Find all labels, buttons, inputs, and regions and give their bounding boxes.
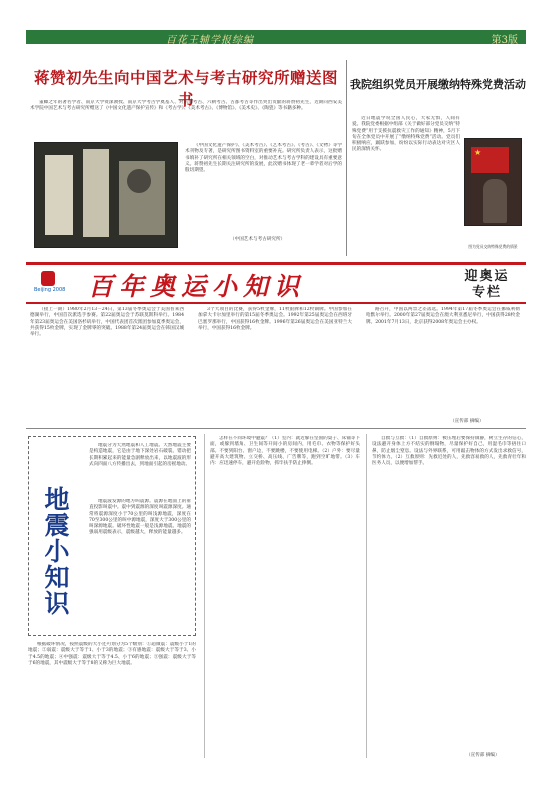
column-divider [204,434,205,758]
olympic-text-col1: （接上一期）1980年2月13－24日，第13届冬季奥运会于美国普莱西德湖举行，中国首次派选手参赛。第22届奥运会于苏联莫斯科举行。1984年第23届奥运会在美国洛杉矶举行，中国代表团首次派团参加夏季奥运会，共获得15枚金牌，实现了金牌零的突破。1988年第24届奥运会在韩国汉城举行。 [30,307,184,338]
olympic-text-col2: 3个大项目的比赛，获得5枚金牌，11枚银牌和12枚铜牌。中国参加在加拿大卡尔加里举行的第15届冬季奥运会。1992年第25届奥运会在西班牙巴塞罗那举行，中国获得16枚金牌。1996年第26届奥运会在美国亚特兰大举行，中国获得16枚金牌。 [198,307,352,331]
olympic-column-tag [462,269,512,301]
earthquake-source: （宣传部 摘编） [466,753,500,758]
earthquake-box-text: 地震波发源的地方叫震源。震源在地面上的垂直投影叫震中。震中到震源的深度叫震源深度。通常将震源深度小于70公里的叫浅源地震，深度在70至300公里的叫中源地震，深度大于300公里的叫深源地震。破坏性地震一般是浅源地震。地震的强弱用震级表示，震级越大，释放的能量越多。 [89,499,191,536]
person-shape [483,179,507,223]
column-divider [366,434,367,758]
earthquake-rescue-text: 自救与互救：（1）自救原则：被压埋后要保持镇静，树立生存的信心，设法避开身体上方不结实的倒塌物，尽量保护好自己，用湿毛巾等捂住口鼻，防止烟尘窒息。设法与外界联系，可用敲击物体的方式发出求救信号，节约体力。（2）互救原则：先救近处的人，先救容易救的人，先救青壮年和医务人员，以便增加帮手。 [372,436,526,467]
portrait-shape [127,169,151,193]
earthquake-intro: 地震分为天然地震和人工地震。天然地震主要是构造地震，它是由于地下深处岩石破裂、错动把长期积累起来的能量急剧释放出来，以地震波的形式向四面八方传播出去，到地面引起的房摇地动。 [89,443,191,467]
banner-title: 百花王辅学报综编 [166,35,254,46]
book-donation-photo [34,142,178,248]
column-divider [346,60,347,256]
olympic-text-col3: 路召开，中国以两票之差落选。1994年第17届冬季奥运会在挪威利勒哈默尔举行。2000年第27届奥运会在澳大利亚悉尼举行，中国获得28枚金牌。2001年7月13日，北京获得2008年奥运会主办权。 [366,307,520,325]
article2-headline: 我院组织党员开展缴纳特殊党费活动 [350,78,526,91]
earthquake-knowledge-box [28,436,196,636]
page-banner [26,30,526,44]
olympic-column-title: 百年奥运小知识 [88,272,306,301]
olympic-source: （宣传部 摘编） [450,419,484,424]
article1-headline: 蒋赞初先生向中国艺术与考古研究所赠送图书 [33,68,338,109]
olympic-tag-line2: 专栏 [471,285,502,300]
earthquake-avoidance-text: 怎样在不同环境中避震？（1）室内：就近躲在坚固的桌子、床铺等下面，或躲到墙角、卫生间等开间小的房间内，用毛巾、衣物等保护好头部。不要到阳台、窗户边，不要跳楼，不要使用电梯。（2）户外：要尽量避开高大建筑物、立交桥、高压线、广告牌等，跑到空旷地带。（3）车内：应迅速停车，避开危险物，抓牢扶手防止摔倒。 [210,436,360,467]
earthquake-levels-text: 根据破坏情况，按照震级的大小还可划分为5个级别：①超微震：震级小于1的地震；②弱震：震级大于等于1、小于3的地震；③有感地震：震级大于等于3、小于4.5的地震；④中强震：震级大于等于4.5、小于6的地震；⑤强震：震级大于等于6的地震，其中震级大于等于8的又称为巨大地震。 [28,642,196,666]
article2-photo-caption: 图为党员交纳特殊党费的情景 [468,244,518,249]
article1-side-text: 《中国文化遗产保护》、《美术考古》、《艺术考古》、《考古》、《文物》等学术刊物及专著，是研究所图书资料室的重要补充。研究所负责人表示，这批赠书填补了研究所在相关领域的空白，对推动艺术与考古学科的建设具有重要意义。蒋赞初先生长期关注研究所的发展，此次赠书体现了老一辈学者对后学的殷切期望。 [185,143,342,174]
article2-body: 近日地震学说全国人民心，大家无惧，人间有爱。我院党委根据中组部《关于做好部分党员交纳“特殊党费”用于支援抗震救灾工作的通知》精神，5月下旬在全体党员中开展了“缴纳特殊党费”活动。党员们积极响应，踊跃参加，纷纷以实际行动表达对灾区人民的深情关怀。 [352,116,460,153]
section-divider [26,428,526,429]
beijing-2008-emblem-icon [34,271,66,295]
earthquake-column-title: 地震小知识 [44,485,70,618]
emblem-seal [41,271,55,286]
emblem-text: Beijing 2008 [34,287,66,293]
olympic-tag-line1: 迎奥运 [464,269,510,284]
olympic-column-header [26,262,526,304]
page-number: 第3版 [491,35,518,46]
book-shape [45,155,73,235]
article1-body: 董卿之年的著名学者、南京大学资深教授、南京大学考古学奠基人、对东南考古、六朝考古、古都考古等作出突出贡献的蒋赞初先生，近期向西安美术学院中国艺术与考古研究所赠送了《中国文化遗产保护宣传》和《考古学》、《美术考古》、《博物馆》、《美术史》、《陶瓷》等书籍多种。 [30,100,342,112]
party-fee-photo [464,138,522,226]
star-icon: ★ [474,148,482,157]
article1-source: （中国艺术与考古研究所） [230,237,286,242]
book-shape [83,149,109,237]
